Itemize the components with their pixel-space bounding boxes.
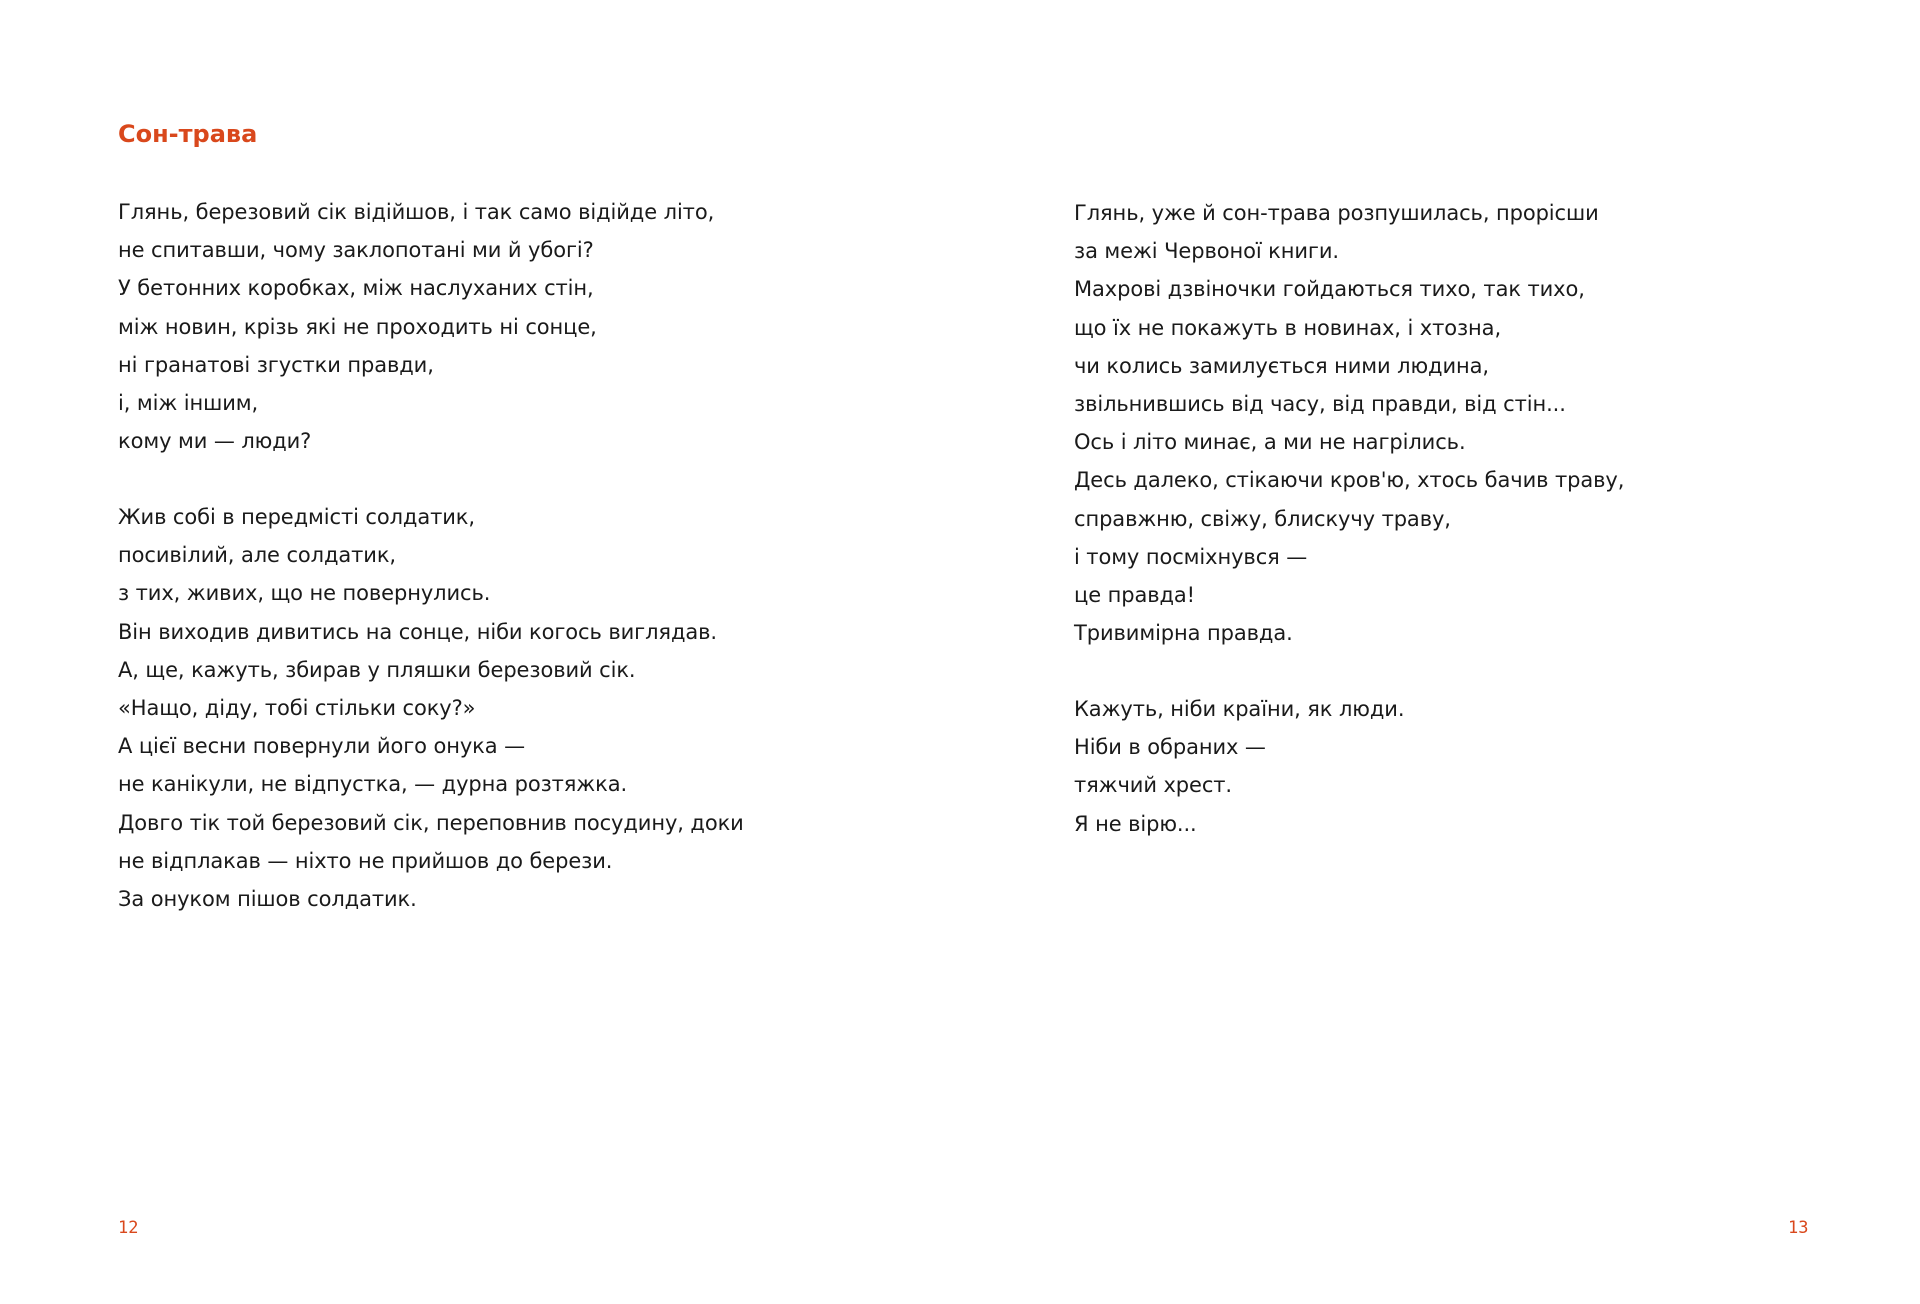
poem-line: А цієї весни повернули його онука —	[118, 734, 525, 759]
stanza-3	[1074, 194, 1624, 652]
poem-title: Сон-трава	[118, 120, 258, 148]
poem-line: Він виходив дивитись на сонце, ніби когось виглядав.	[118, 619, 718, 644]
poem-line: не канікули, не відпустка, — дурна розтяжка.	[118, 772, 628, 797]
poem-line: Глянь, березовий сік відійшов, і так само відійде літо,	[118, 200, 715, 224]
poem-line: посивілий, але солдатик,	[118, 543, 396, 568]
poem-line: А, ще, кажуть, збирав у пляшки березовий сік.	[118, 657, 636, 682]
poem-line: тяжчий хрест.	[1074, 773, 1232, 798]
poem-line: справжню, свіжу, блискучу траву,	[1074, 506, 1451, 531]
page-number-right: 13	[1788, 1218, 1809, 1238]
poem-line: це правда!	[1074, 583, 1196, 608]
stanza-4	[1074, 690, 1404, 843]
poem-line: «Нащо, діду, тобі стільки соку?»	[118, 696, 476, 721]
poem-line: Я не вірю...	[1074, 811, 1197, 836]
poem-line: між новин, крізь які не проходить ні сонце,	[118, 314, 597, 339]
poem-line: чи колись замилується ними людина,	[1074, 353, 1489, 378]
poem-line: Ніби в обраних —	[1074, 735, 1266, 760]
poem-line: з тих, живих, що не повернулись.	[118, 581, 491, 606]
poem-line: звільнившись від часу, від правди, від стін...	[1074, 392, 1566, 417]
poem-line: За онуком пішов солдатик.	[118, 887, 417, 912]
poem-line: Глянь, уже й сон-трава розпушилась, прорісши	[1074, 201, 1599, 225]
right-page	[960, 0, 1920, 1304]
poem-line: Десь далеко, стікаючи кров'ю, хтось бачив траву,	[1074, 468, 1625, 493]
poem-line: не відплакав — ніхто не прийшов до берези.	[118, 848, 613, 873]
poem-line: за межі Червоної книги.	[1074, 239, 1339, 264]
poem-line: не спитавши, чому заклопотані ми й убогі?	[118, 238, 594, 263]
poem-line: У бетонних коробках, між наслуханих стін,	[118, 276, 594, 301]
poem-line: Кажуть, ніби країни, як люди.	[1074, 697, 1405, 721]
poem-line: ні гранатові згустки правди,	[118, 352, 434, 377]
poem-line: Жив собі в передмісті солдатик,	[118, 505, 475, 529]
poem-line: Ось і літо минає, а ми не нагрілись.	[1074, 430, 1466, 455]
poem-line: Тривимірна правда.	[1074, 621, 1293, 646]
poem-line: Махрові дзвіночки гойдаються тихо, так тихо,	[1074, 277, 1585, 302]
poem-line: що їх не покажуть в новинах, і хтозна,	[1074, 315, 1502, 340]
poem-line: і тому посміхнувся —	[1074, 544, 1308, 569]
stanza-1	[118, 193, 714, 460]
page-number-left: 12	[118, 1218, 139, 1238]
poem-line: Довго тік той березовий сік, переповнив посудину, доки	[118, 810, 744, 835]
poem-line: кому ми — люди?	[118, 429, 312, 454]
poem-line: і, між іншим,	[118, 391, 259, 416]
stanza-2	[118, 498, 744, 918]
